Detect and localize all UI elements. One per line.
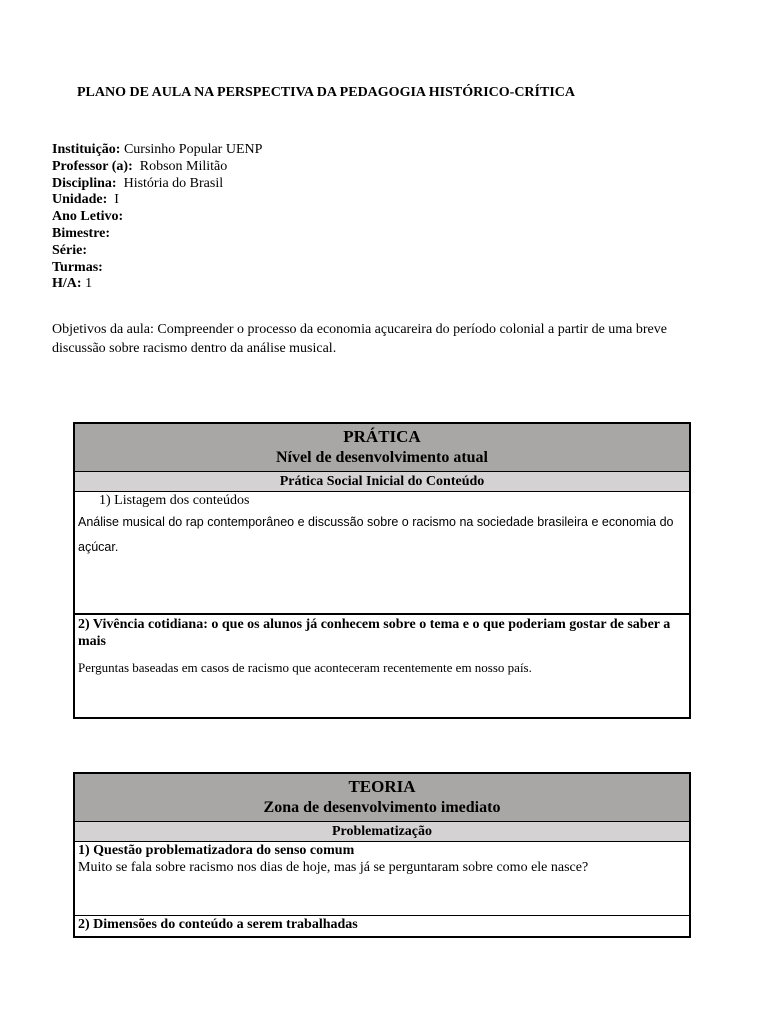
info-professor: Professor (a): Robson Militão bbox=[52, 158, 228, 174]
teoria-cell-1 bbox=[75, 842, 689, 915]
pratica-item2-text: Perguntas baseadas em casos de racismo que aconteceram recentemente em nosso país. bbox=[78, 660, 532, 675]
info-bimestre: Bimestre: bbox=[52, 225, 111, 241]
document-title: PLANO DE AULA NA PERSPECTIVA DA PEDAGOGIA HISTÓRICO-CRÍTICA bbox=[77, 85, 575, 100]
info-ha: H/A: 1 bbox=[52, 276, 93, 292]
teoria-item1-label: 1) Questão problematizadora do senso comum bbox=[78, 843, 355, 858]
info-ano-letivo: Ano Letivo: bbox=[52, 209, 124, 225]
teoria-section-title: Problematização bbox=[75, 822, 689, 842]
pratica-title: PRÁTICA bbox=[343, 427, 421, 446]
pratica-header bbox=[75, 424, 689, 472]
teoria-item2-label: 2) Dimensões do conteúdo a serem trabalhadas bbox=[78, 917, 358, 932]
teoria-table bbox=[73, 772, 691, 938]
pratica-item1-text: Análise musical do rap contemporâneo e discussão sobre o racismo na sociedade brasileira e economia do açúcar. bbox=[78, 515, 674, 554]
teoria-item1-text: Muito se fala sobre racismo nos dias de hoje, mas já se perguntaram sobre como ele nasce? bbox=[78, 860, 589, 875]
info-turmas: Turmas: bbox=[52, 259, 103, 275]
teoria-subtitle: Zona de desenvolvimento imediato bbox=[263, 799, 501, 816]
objetivos-text: Objetivos da aula: Compreender o processo da economia açucareira do período colonial a partir de uma breve discussão sobre racismo dentro da análise musical. bbox=[52, 322, 667, 356]
pratica-item2-label: 2) Vivência cotidiana: o que os alunos já conhecem sobre o tema e o que poderiam gostar de saber a mais bbox=[78, 617, 671, 649]
pratica-table bbox=[73, 422, 691, 719]
pratica-subtitle: Nível de desenvolvimento atual bbox=[276, 449, 488, 466]
pratica-cell-1 bbox=[75, 492, 689, 613]
info-serie: Série: bbox=[52, 242, 87, 258]
info-instituicao: Instituição: Cursinho Popular UENP bbox=[52, 142, 263, 157]
teoria-header bbox=[75, 774, 689, 822]
pratica-section-title: Prática Social Inicial do Conteúdo bbox=[75, 472, 689, 492]
info-disciplina: Disciplina: História do Brasil bbox=[52, 175, 224, 191]
lesson-info bbox=[52, 142, 262, 293]
pratica-item1-label: 1) Listagem dos conteúdos bbox=[99, 493, 250, 508]
teoria-title: TEORIA bbox=[348, 777, 416, 796]
info-unidade: Unidade: I bbox=[52, 192, 119, 208]
